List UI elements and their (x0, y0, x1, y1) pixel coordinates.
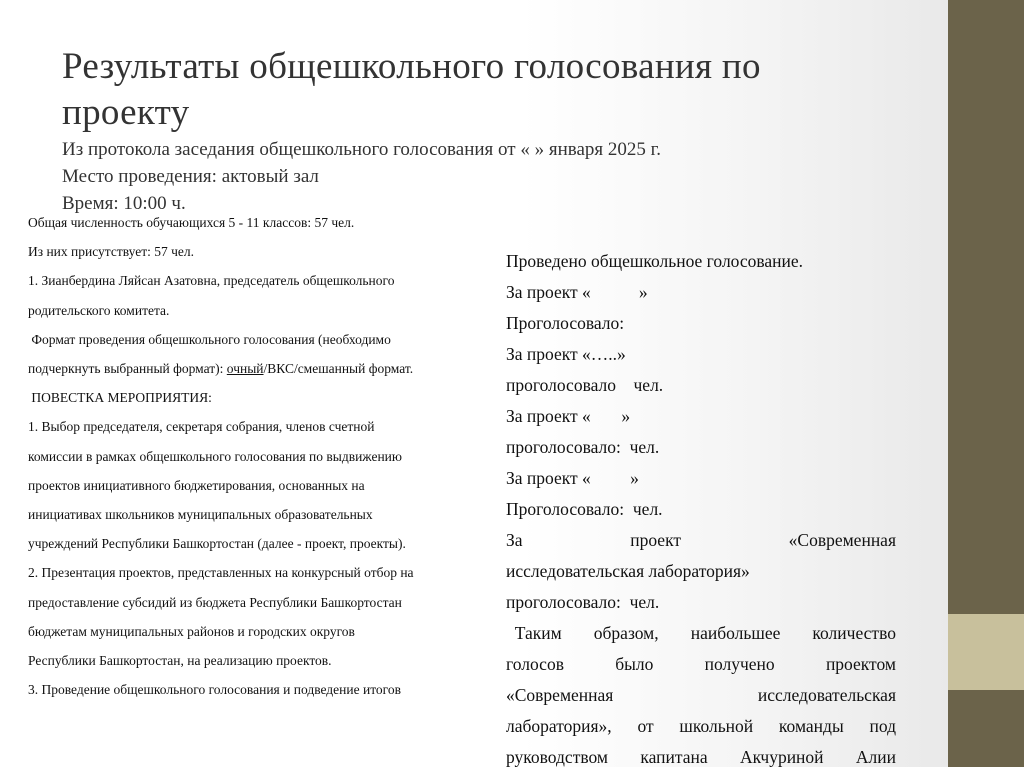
agenda-item-2-line-1: 2. Презентация проектов, представленных на конкурсный отбор на (28, 565, 414, 581)
word: команды (778, 716, 844, 736)
word: капитана (640, 747, 708, 767)
project-4-label: За проект « » (506, 468, 639, 488)
project-1-label: За проект « » (506, 282, 648, 302)
project-2-label: За проект «…..» (506, 344, 626, 364)
conclusion-line-3 (506, 680, 896, 711)
protocol-line: Из протокола заседания общешкольного голосования от « » января 2025 г. (62, 139, 662, 160)
agenda-item-3: 3. Проведение общешкольного голосования и подведение итогов (28, 682, 401, 698)
project-4-votes: Проголосовало: чел. (506, 499, 663, 519)
side-bar-top (948, 0, 1024, 614)
title-line-1: Результаты общешкольного голосования по (62, 46, 761, 87)
word: руководством (506, 747, 608, 767)
chair-line-2: родительского комитета. (28, 302, 170, 318)
project-3-votes: проголосовало: чел. (506, 437, 660, 457)
project-3-label: За проект « » (506, 406, 631, 426)
word: «Современная (788, 530, 896, 550)
time-line: Время: 10:00 ч. (62, 193, 186, 214)
conclusion-line-5 (506, 742, 896, 773)
agenda-item-2-line-4: Республики Башкортостан, на реализацию проектов. (28, 653, 332, 669)
agenda-item-1-line-4: инициативах школьников муниципальных образовательных (28, 507, 373, 523)
word: За (506, 530, 523, 550)
project-5-name: исследовательская лаборатория» (506, 561, 750, 581)
present-students: Из них присутствует: 57 чел. (28, 244, 195, 260)
word: было (615, 654, 654, 674)
word: количество (812, 623, 896, 643)
agenda-item-1-line-3: проектов инициативного бюджетирования, основанных на (28, 477, 365, 493)
chair-line-1: 1. Зианбердина Ляйсан Азатовна, председатель общешкольного (28, 273, 395, 289)
word: наибольшее (690, 623, 781, 643)
word: исследовательская (757, 685, 896, 705)
title-line-2: проекту (62, 92, 190, 133)
word: под (869, 716, 896, 736)
format-line-1: Формат проведения общешкольного голосования (необходимо (28, 331, 391, 347)
conclusion-line-2 (506, 649, 896, 680)
agenda-item-1-line-1: 1. Выбор председателя, секретаря собрания, членов счетной (28, 419, 375, 435)
word: Акчуриной (739, 747, 824, 767)
word: от (637, 716, 654, 736)
slide-subtitle (62, 136, 922, 217)
format-line-2 (28, 354, 498, 383)
word: Алии (855, 747, 896, 767)
word: проект (630, 530, 681, 550)
word: Таким (506, 623, 562, 643)
project-1-votes: Проголосовало: (506, 313, 625, 333)
protocol-body (28, 208, 498, 704)
conclusion-line-4 (506, 711, 896, 742)
word: образом, (593, 623, 659, 643)
agenda-item-1-line-5: учреждений Республики Башкортостан (далее - проект, проекты). (28, 536, 406, 552)
side-bar-accent (948, 614, 1024, 690)
voting-held: Проведено общешкольное голосование. (506, 251, 804, 271)
project-5-label (506, 525, 896, 556)
slide-title (62, 44, 922, 136)
agenda-item-2-line-3: бюджетам муниципальных районов и городских округов (28, 623, 355, 639)
project-5-votes: проголосовало: чел. (506, 592, 660, 612)
voting-results (506, 246, 896, 773)
side-bar-bottom (948, 690, 1024, 767)
format-suffix: /ВКС/смешанный формат. (263, 361, 414, 377)
word: проектом (825, 654, 896, 674)
word: лаборатория», (506, 716, 612, 736)
format-prefix: подчеркнуть выбранный формат): (28, 361, 227, 377)
agenda-item-2-line-2: предоставление субсидий из бюджета Республики Башкортостан (28, 594, 402, 610)
word: школьной (679, 716, 754, 736)
agenda-item-1-line-2: комиссии в рамках общешкольного голосования по выдвижению (28, 448, 402, 464)
total-students: Общая численность обучающихся 5 - 11 классов: 57 чел. (28, 215, 355, 230)
place-line: Место проведения: актовый зал (62, 166, 319, 187)
project-2-votes: проголосовало чел. (506, 375, 664, 395)
word: получено (704, 654, 775, 674)
word: «Современная (506, 685, 614, 705)
word: голосов (506, 654, 564, 674)
format-selected: очный (226, 361, 264, 377)
agenda-title: ПОВЕСТКА МЕРОПРИЯТИЯ: (28, 390, 212, 406)
conclusion-line-1 (506, 618, 896, 649)
